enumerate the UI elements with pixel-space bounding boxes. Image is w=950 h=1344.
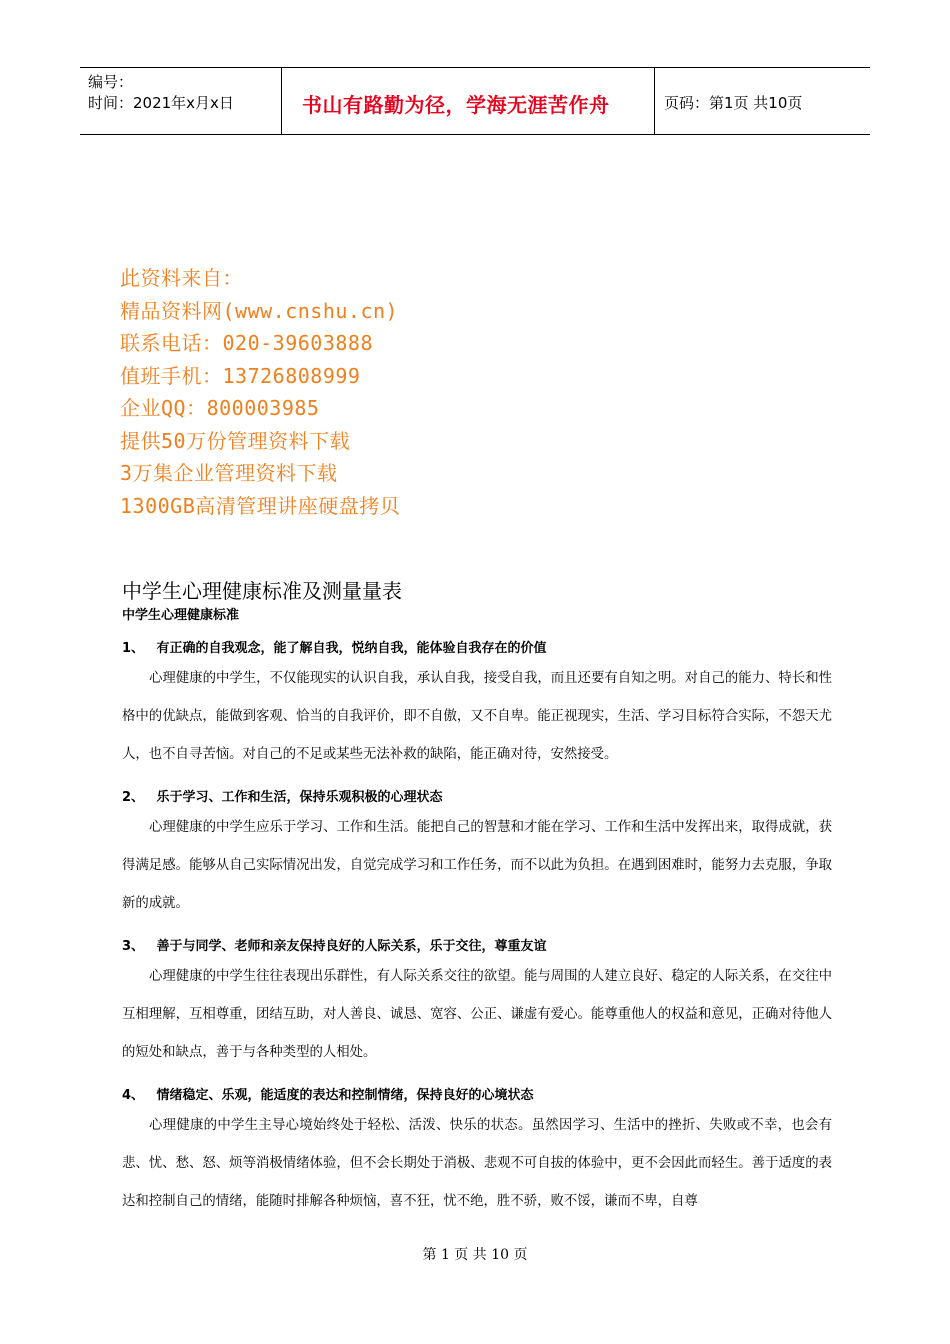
section-heading-text: 乐于学习、工作和生活，保持乐观积极的心理状态 — [156, 790, 443, 805]
promo-line: 值班手机：13726808999 — [120, 363, 361, 388]
section-paragraph: 心理健康的中学生，不仅能现实的认识自我，承认自我，接受自我，而且还要有自知之明。对自己的能力、特长和性格中的优缺点，能做到客观、恰当的自我评价，即不自傲，又不自卑。能正视现实，生活、学习目标符合实际，不怨天尤人，也不自寻苦恼。对自己的不足或某些无法补救的缺陷，能正确对待，安然接受。 — [122, 671, 832, 762]
section-paragraph: 心理健康的中学生应乐于学习、工作和生活。能把自己的智慧和才能在学习、工作和生活中发挥出来，取得成就，获得满足感。能够从自己实际情况出发，自觉完成学习和工作任务，而不以此为负担。在遇到困难时，能努力去克服，争取新的成就。 — [122, 820, 832, 911]
time-label: 时间：2021年x月x日 — [88, 94, 234, 112]
document-body — [122, 576, 832, 1221]
section-number: 4、 — [122, 1088, 145, 1103]
header-meta — [80, 68, 282, 134]
promo-line: 此资料来自： — [120, 266, 243, 290]
section-heading — [122, 937, 832, 957]
section-paragraph: 心理健康的中学生主导心境始终处于轻松、活泼、快乐的状态。虽然因学习、生活中的挫折、失败或不幸，也会有悲、忧、愁、怒、烦等消极情绪体验，但不会长期处于消极、悲观不可自拔的体验中，更不会因此而轻生。善于适度的表达和控制自己的情绪，能随时排解各种烦恼，喜不狂，忧不绝，胜不骄，败不馁，谦而不卑，自尊 — [122, 1118, 832, 1209]
promo-block — [120, 262, 400, 522]
page-header — [80, 67, 870, 135]
promo-line: 提供50万份管理资料下载 — [120, 428, 351, 453]
promo-line: 精品资料网(www.cnshu.cn) — [120, 298, 399, 323]
document-subtitle: 中学生心理健康标准 — [122, 608, 240, 623]
header-motto: 书山有路勤为径，学海无涯苦作舟 — [282, 68, 655, 134]
section-heading — [122, 1086, 832, 1106]
header-page-info: 页码：第1页 共10页 — [664, 93, 803, 112]
section-heading-text: 情绪稳定、乐观，能适度的表达和控制情绪，保持良好的心境状态 — [156, 1088, 534, 1103]
section-number: 2、 — [122, 790, 145, 805]
section-heading-text: 有正确的自我观念，能了解自我，悦纳自我，能体验自我存在的价值 — [156, 641, 547, 656]
page-footer: 第 1 页 共 10 页 — [422, 1247, 528, 1263]
section-heading-text: 善于与同学、老师和亲友保持良好的人际关系，乐于交往，尊重友谊 — [156, 939, 547, 954]
section-heading — [122, 639, 832, 659]
section-number: 1、 — [122, 641, 145, 656]
section-paragraph: 心理健康的中学生往往表现出乐群性，有人际关系交往的欲望。能与周围的人建立良好、稳定的人际关系，在交往中互相理解，互相尊重，团结互助，对人善良、诚恳、宽容、公正、谦虚有爱心。能尊重他人的权益和意见，正确对待他人的短处和缺点，善于与各种类型的人相处。 — [122, 969, 832, 1060]
document-title: 中学生心理健康标准及测量量表 — [122, 579, 402, 603]
promo-line: 3万集企业管理资料下载 — [120, 461, 338, 485]
promo-line: 联系电话：020-39603888 — [120, 331, 373, 355]
section-number: 3、 — [122, 939, 145, 954]
promo-line: 1300GB高清管理讲座硬盘拷贝 — [120, 493, 401, 518]
section-heading — [122, 788, 832, 808]
serial-label: 编号： — [88, 73, 134, 91]
promo-line: 企业QQ：800003985 — [120, 396, 320, 420]
